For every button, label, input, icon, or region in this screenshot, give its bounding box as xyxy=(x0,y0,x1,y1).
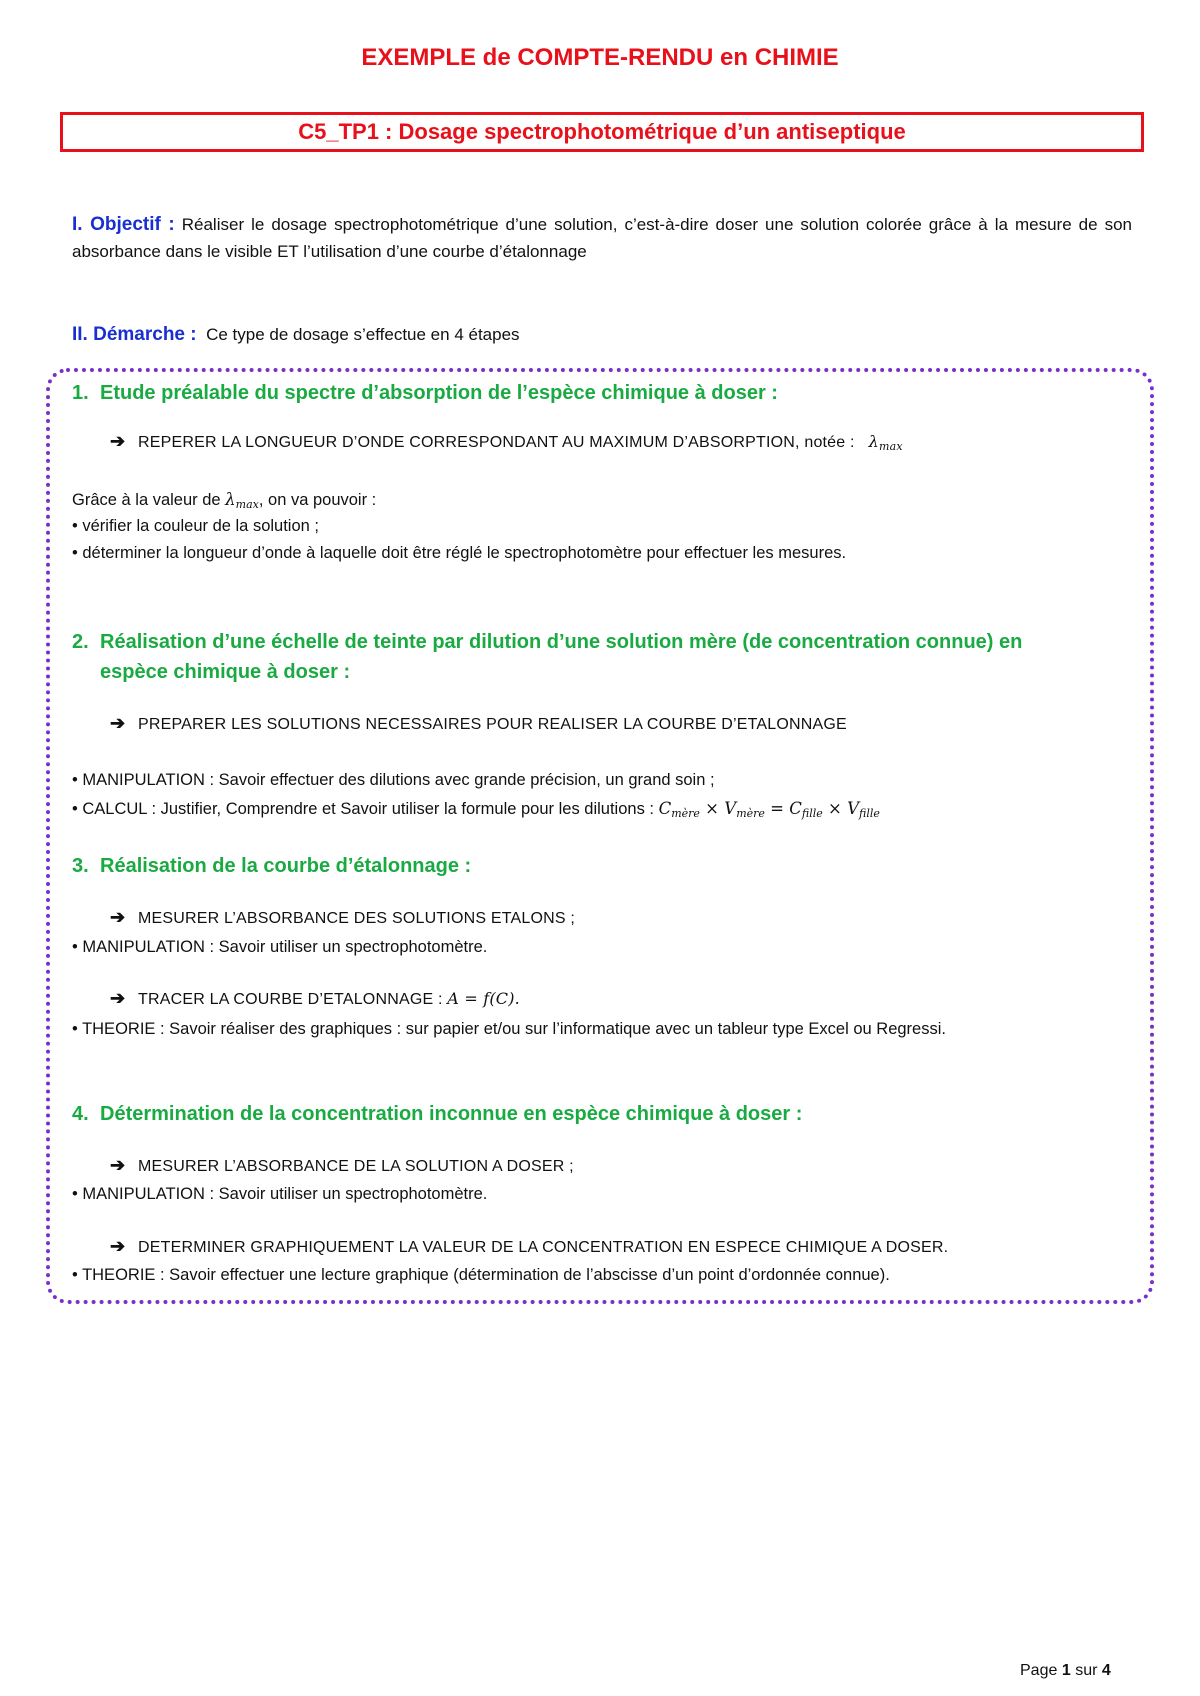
lambda-max-symbol: $\lambda_{max}$ xyxy=(868,432,903,453)
demarche-text: Ce type de dosage s’effectue en 4 étapes xyxy=(206,325,520,344)
step-4-bullet-1: • MANIPULATION : Savoir utiliser un spectrophotomètre. xyxy=(72,1185,488,1203)
arrow-right-icon: ➔ xyxy=(110,907,126,927)
step-3-title: 3. Réalisation de la courbe d’étalonnage : xyxy=(72,855,472,877)
step-2-bullet-1: • MANIPULATION : Savoir effectuer des dilutions avec grande précision, un grand soin ; xyxy=(72,771,715,789)
step-2-arrow-line: ➔ PREPARER LES SOLUTIONS NECESSAIRES POUR REALISER LA COURBE D’ETALONNAGE xyxy=(110,713,847,733)
demarche-label: II. Démarche : xyxy=(72,324,197,345)
page-number: Page 1 sur 4 xyxy=(1020,1662,1111,1679)
step-1-intro: Grâce à la valeur de $\lambda_{max}$, on va pouvoir : xyxy=(72,490,377,511)
step-4-arrow-line-1: ➔ MESURER L’ABSORBANCE DE LA SOLUTION A DOSER ; xyxy=(110,1155,574,1175)
document-title: EXEMPLE de COMPTE-RENDU en CHIMIE xyxy=(361,44,839,71)
step-4-title: 4. Détermination de la concentration inconnue en espèce chimique à doser : xyxy=(72,1103,803,1125)
objective-label: I. Objectif : xyxy=(72,214,175,235)
step-1-bullet-2: • déterminer la longueur d’onde à laquelle doit être réglé le spectrophotomètre pour effectuer les mesures. xyxy=(72,544,847,562)
step-3-bullet-1: • MANIPULATION : Savoir utiliser un spectrophotomètre. xyxy=(72,938,488,956)
step-4-arrow-line-2: ➔ DETERMINER GRAPHIQUEMENT LA VALEUR DE LA CONCENTRATION EN ESPECE CHIMIQUE A DOSER. xyxy=(110,1236,949,1256)
arrow-right-icon: ➔ xyxy=(110,1236,126,1256)
arrow-right-icon: ➔ xyxy=(110,1155,126,1175)
step-4-bullet-2: • THEORIE : Savoir effectuer une lecture graphique (détermination de l’abscisse d’un point d’ordonnée connue). xyxy=(72,1266,890,1284)
objective-text: Réaliser le dosage spectrophotométrique d’une solution, c’est-à-dire doser une solution colorée grâce à la mesure de son absorbance dans le visible ET l’utilisation d’une courbe d’étalonnage xyxy=(72,215,1132,261)
step-2-bullet-2: • CALCUL : Justifier, Comprendre et Savoir utiliser la formule pour les dilutions : $C_{mère} \times V_{mère} = C_{fille} \times V_{fille}$ xyxy=(72,799,880,820)
demarche-paragraph xyxy=(72,321,520,348)
arrow-right-icon: ➔ xyxy=(110,431,126,451)
step-1-arrow-line: ➔ REPERER LA LONGUEUR D’ONDE CORRESPONDANT AU MAXIMUM D’ABSORPTION, notée : $\lambda_{max}$ xyxy=(110,431,903,453)
step-1-title: 1. Etude préalable du spectre d’absorption de l’espèce chimique à doser : xyxy=(72,382,778,404)
step-2-title: 2. Réalisation d’une échelle de teinte par dilution d’une solution mère (de concentration connue) en xyxy=(72,631,1023,653)
arrow-right-icon: ➔ xyxy=(110,713,126,733)
tp-title-box: C5_TP1 : Dosage spectrophotométrique d’un antiseptique xyxy=(60,112,1144,152)
calibration-formula: A = f(C). xyxy=(447,989,520,1008)
dilution-formula: $C_{mère} \times V_{mère} = C_{fille} \times V_{fille}$ xyxy=(658,799,880,820)
step-3-arrow-line-1: ➔ MESURER L’ABSORBANCE DES SOLUTIONS ETALONS ; xyxy=(110,907,576,927)
step-2-title-cont: espèce chimique à doser : xyxy=(100,661,351,683)
arrow-right-icon: ➔ xyxy=(110,988,126,1008)
step-1-bullet-1: • vérifier la couleur de la solution ; xyxy=(72,517,319,535)
step-3-arrow-line-2: ➔ TRACER LA COURBE D’ETALONNAGE : A = f(C). xyxy=(110,988,520,1008)
step-3-bullet-2: • THEORIE : Savoir réaliser des graphiques : sur papier et/ou sur l’informatique avec un tableur type Excel ou Regressi. xyxy=(72,1020,946,1038)
objective-paragraph xyxy=(72,211,1132,265)
